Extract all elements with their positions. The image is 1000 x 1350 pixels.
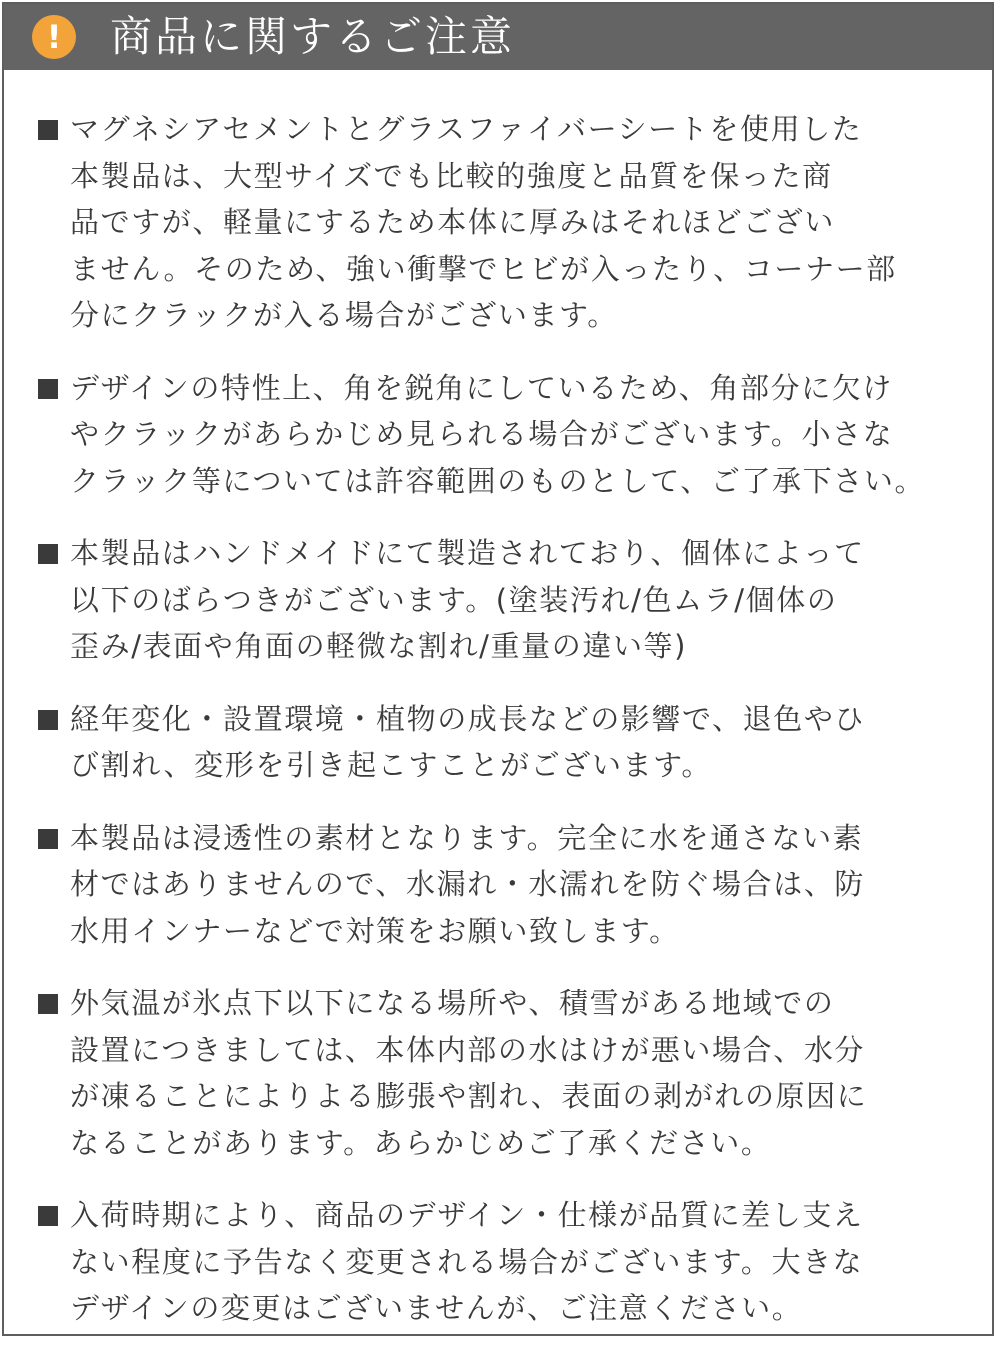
warning-icon: ! [32, 15, 76, 59]
notice-line: 以下のばらつきがございます。(塗装汚れ/色ムラ/個体の [70, 582, 838, 617]
bullet-square-icon [38, 710, 58, 730]
notice-item [38, 365, 992, 505]
header-bar [4, 4, 992, 70]
bullet-square-icon [38, 994, 58, 1014]
notice-line: マグネシアセメントとグラスファイバーシートを使用した [70, 112, 863, 146]
notice-line: 本製品は浸透性の素材となります。完全に水を通さない素 [70, 820, 864, 855]
notice-line: 外気温が氷点下以下になる場所や、積雪がある地域での [70, 986, 835, 1020]
notice-line: 歪み/表面や角面の軽微な割れ/重量の違い等) [70, 629, 688, 663]
notice-item [38, 815, 992, 955]
notice-list [4, 70, 992, 1332]
notice-line: 分にクラックが入る場合がございます。 [70, 298, 618, 332]
notice-line: ません。そのため、強い衝撃でヒビが入ったり、コーナー部 [70, 251, 897, 286]
notice-item [38, 530, 992, 670]
notice-text [70, 980, 867, 1166]
notice-text [70, 815, 865, 955]
bullet-square-icon [38, 120, 58, 140]
notice-line: やクラックがあらかじめ見られる場合がございます。小さな [70, 417, 894, 451]
notice-line: 本製品は、大型サイズでも比較的強度と品質を保った商 [70, 158, 833, 193]
notice-text [70, 365, 925, 505]
notice-panel [2, 2, 994, 1336]
notice-line: デザインの特性上、角を鋭角にしているため、角部分に欠け [70, 370, 894, 405]
notice-line: 水用インナーなどで対策をお願い致します。 [70, 913, 680, 948]
notice-line: ない程度に予告なく変更される場合がございます。大きな [70, 1244, 864, 1279]
notice-line: が凍ることによりよる膨張や割れ、表面の剥がれの原因に [70, 1079, 868, 1113]
notice-text [70, 1192, 864, 1332]
notice-text [70, 106, 897, 339]
notice-line: 設置につきましては、本体内部の水はけが悪い場合、水分 [70, 1032, 866, 1067]
notice-item [38, 696, 992, 789]
bullet-square-icon [38, 829, 58, 849]
notice-line: デザインの変更はございませんが、ご注意ください。 [70, 1291, 803, 1325]
header-title: 商品に関するご注意 [110, 12, 516, 61]
notice-line: び割れ、変形を引き起こすことがございます。 [70, 748, 713, 782]
notice-line: 品ですが、軽量にするため本体に厚みはそれほどござい [70, 205, 836, 239]
notice-line: 材ではありませんので、水漏れ・水濡れを防ぐ場合は、防 [70, 867, 866, 901]
notice-line: 経年変化・設置環境・植物の成長などの影響で、退色やひ [70, 701, 866, 736]
notice-item [38, 980, 992, 1166]
notice-text [70, 530, 865, 670]
notice-item [38, 1192, 992, 1332]
bullet-square-icon [38, 1206, 58, 1226]
notice-item [38, 106, 992, 339]
notice-line: 本製品はハンドメイドにて製造されており、個体によって [70, 536, 865, 570]
bullet-square-icon [38, 544, 58, 564]
notice-text [70, 696, 865, 789]
notice-line: なることがあります。あらかじめご了承ください。 [70, 1125, 772, 1160]
notice-line: 入荷時期により、商品のデザイン・仕様が品質に差し支え [70, 1198, 864, 1232]
notice-line: クラック等については許容範囲のものとして、ご了承下さい。 [70, 463, 926, 498]
bullet-square-icon [38, 379, 58, 399]
